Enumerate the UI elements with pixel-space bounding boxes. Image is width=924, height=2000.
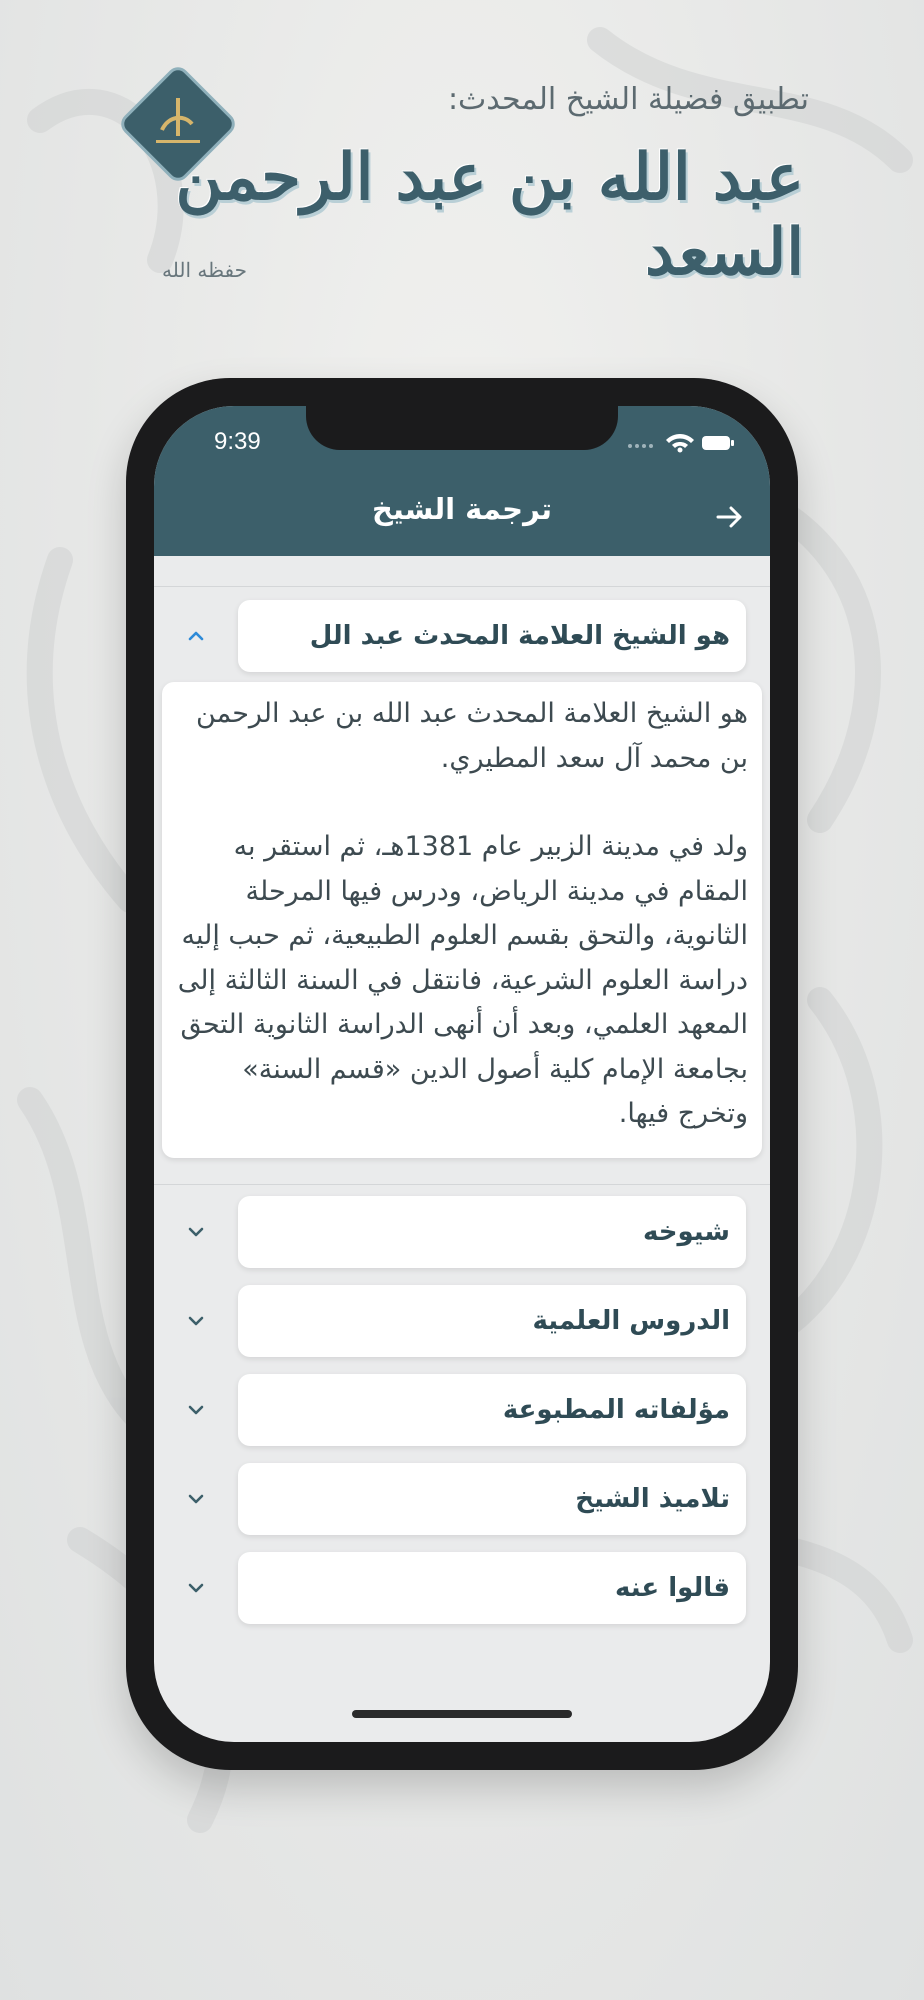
chevron-up-icon[interactable]: [184, 624, 208, 648]
status-time: 9:39: [214, 428, 261, 455]
wifi-icon: [666, 434, 694, 453]
accordion-item-qalu-anhu[interactable]: [238, 1552, 746, 1624]
accordion-title: شيوخه: [643, 1217, 730, 1247]
bio-paragraph: هو الشيخ العلامة المحدث عبد الله بن عبد الرحمن بن محمد آل سعد المطيري.: [196, 698, 748, 774]
accordion-body: [162, 682, 762, 1158]
accordion-item-shuyukh[interactable]: [238, 1196, 746, 1268]
chevron-down-icon[interactable]: [184, 1487, 208, 1511]
chevron-down-icon[interactable]: [184, 1398, 208, 1422]
accordion-header-expanded[interactable]: [238, 600, 746, 672]
app-header-branding: [0, 0, 924, 330]
phone-frame: [126, 378, 798, 1770]
accordion-item-durus[interactable]: [238, 1285, 746, 1357]
app-tagline: تطبيق فضيلة الشيخ المحدث:: [447, 82, 809, 117]
signal-icon: [628, 444, 653, 448]
accordion-item-talamidh[interactable]: [238, 1463, 746, 1535]
status-icons: [626, 430, 736, 454]
arrow-right-icon[interactable]: [714, 502, 744, 532]
accordion-title: قالوا عنه: [615, 1573, 730, 1603]
sheikh-name-calligraphy: عبد الله بن عبد الرحمن السعد: [175, 140, 804, 290]
chevron-down-icon[interactable]: [184, 1220, 208, 1244]
chevron-down-icon[interactable]: [184, 1309, 208, 1333]
page-title: ترجمة الشيخ: [371, 492, 553, 526]
battery-icon: [702, 436, 734, 450]
honorific-text: حفظه الله: [162, 258, 247, 282]
phone-notch: [306, 406, 618, 450]
accordion-item-muallafat[interactable]: [238, 1374, 746, 1446]
phone-screen: [154, 406, 770, 1742]
accordion-title: هو الشيخ العلامة المحدث عبد الل: [309, 621, 730, 651]
bio-paragraph: ولد في مدينة الزبير عام 1381هـ، ثم استقر به المقام في مدينة الرياض، ودرس فيها المرحلة الثانوية، والتحق بقسم العلوم الطبيعية، ثم حبب إليه دراسة العلوم الشرعية، فانتقل في السنة الثالثة إلى المعهد العلمي، وبعد أن أنهى الدراسة الثانوية التحق بجامعة الإمام كلية أصول الدين «قسم السنة» وتخرج فيها.: [177, 831, 748, 1129]
accordion-title: تلاميذ الشيخ: [575, 1484, 730, 1514]
chevron-down-icon[interactable]: [184, 1576, 208, 1600]
accordion-title: مؤلفاته المطبوعة: [502, 1395, 730, 1425]
home-indicator[interactable]: [352, 1710, 572, 1718]
divider: [154, 586, 770, 587]
divider: [154, 1184, 770, 1185]
accordion-title: الدروس العلمية: [532, 1306, 730, 1336]
